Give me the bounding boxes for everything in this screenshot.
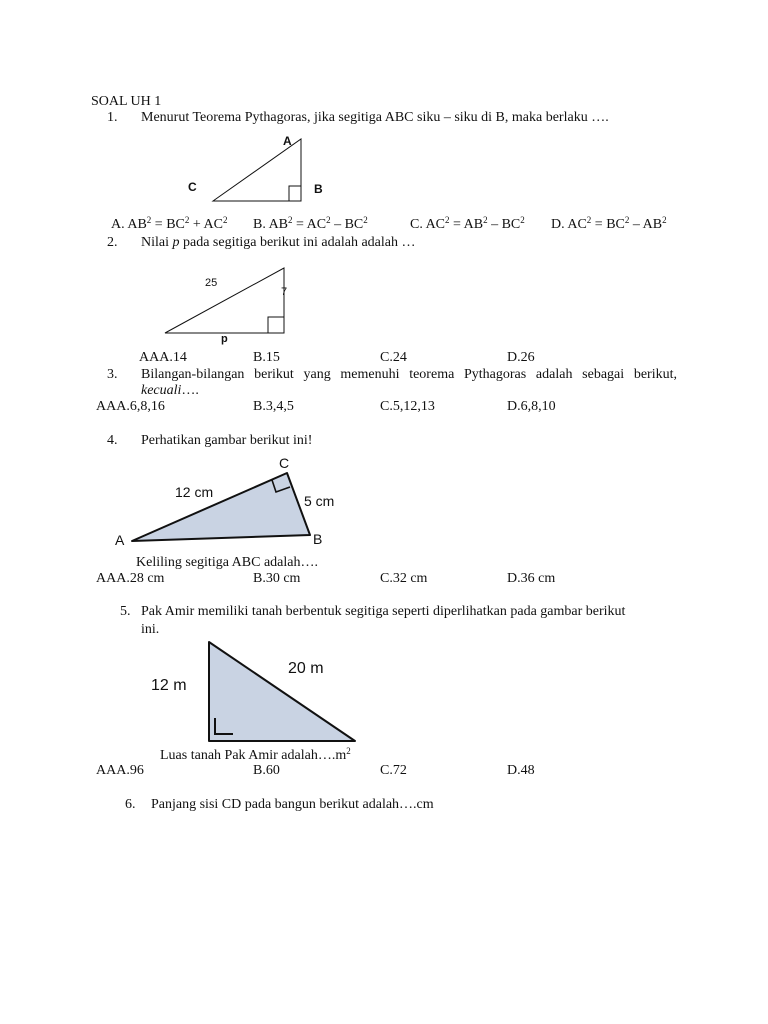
q1-label-b: B	[314, 182, 323, 196]
q2-option-b: B.15	[253, 350, 280, 365]
q4-label-b: B	[313, 531, 323, 547]
q5-label-hypotenuse: 20 m	[288, 660, 324, 677]
q3-option-a: AAA.6,8,16	[96, 399, 165, 414]
q2-option-a: AAA.14	[139, 350, 187, 365]
q4-number: 4.	[107, 433, 118, 448]
q4-label-c: C	[279, 455, 290, 471]
q2-label-hypotenuse: 25	[205, 277, 218, 289]
q2-option-c: C.24	[380, 350, 407, 365]
q5-question: Luas tanah Pak Amir $adalah\dots.m^2$	[160, 746, 351, 763]
q6-text: Panjang sisi CD pada bangun berikut adalah….cm	[151, 797, 434, 812]
q2-option-d: D.26	[507, 350, 535, 365]
q1-number: 1.	[107, 110, 118, 125]
q1-label-a: A	[283, 134, 292, 148]
q1-option-c: C. $AC^2 = AB^2 - BC^2$	[410, 215, 525, 232]
q1-option-d: D. $AC^2 = BC^2 - AB^2$	[551, 215, 667, 232]
q6-number: 6.	[125, 797, 136, 812]
q4-option-c: C.32 cm	[380, 571, 428, 586]
q5-text-line2: ini.	[141, 622, 160, 637]
q4-option-b: B.30 cm	[253, 571, 301, 586]
q5-triangle	[209, 642, 355, 741]
q1-option-b: B. $AB^2 = AC^2 - BC^2$	[253, 215, 368, 232]
q4-option-a: AAA.28 cm	[96, 571, 165, 586]
q5-label-left: 12 m	[151, 677, 187, 694]
q4-option-d: D.36 cm	[507, 571, 556, 586]
q4-label-side-cb: 5 cm	[304, 493, 335, 509]
q5-text-line1: Pak Amir memiliki tanah berbentuk segitiga seperti diperlihatkan pada gambar berikut	[141, 604, 626, 619]
q5-option-b: B.60	[253, 763, 280, 778]
q1-text: Menurut Teorema Pythagoras, jika segitiga ABC siku – siku di B, maka berlaku ….	[141, 110, 609, 125]
q5-option-c: C.72	[380, 763, 407, 778]
q5-option-d: D.48	[507, 763, 535, 778]
q2-label-side: 7	[281, 286, 288, 298]
q4-question: Keliling segitiga ABC adalah….	[136, 555, 318, 570]
q2-label-base: p	[221, 333, 228, 345]
q2-number: 2.	[107, 235, 118, 250]
page-title: SOAL UH 1	[91, 94, 162, 109]
q3-option-c: C.5,12,13	[380, 399, 435, 414]
q4-text: Perhatikan gambar berikut ini!	[141, 433, 313, 448]
q2-text: Nilai p pada segitiga berikut ini adalah adalah …	[141, 235, 416, 250]
q3-option-b: B.3,4,5	[253, 399, 294, 414]
q4-label-side-ac: 12 cm	[175, 484, 214, 500]
q3-text-line1: Bilangan-bilangan berikut yang memenuhi teorema Pythagoras adalah sebagai berikut,	[141, 367, 677, 382]
q1-label-c: C	[188, 180, 197, 194]
q3-number: 3.	[107, 367, 118, 382]
q4-label-a: A	[115, 532, 125, 548]
q5-option-a: AAA.96	[96, 763, 144, 778]
q3-text-line2: kecuali….	[141, 383, 199, 398]
q1-option-a: A. $AB^2 = BC^2 + AC^2$	[111, 215, 228, 232]
q5-number: 5.	[120, 604, 131, 619]
q3-option-d: D.6,8,10	[507, 399, 556, 414]
